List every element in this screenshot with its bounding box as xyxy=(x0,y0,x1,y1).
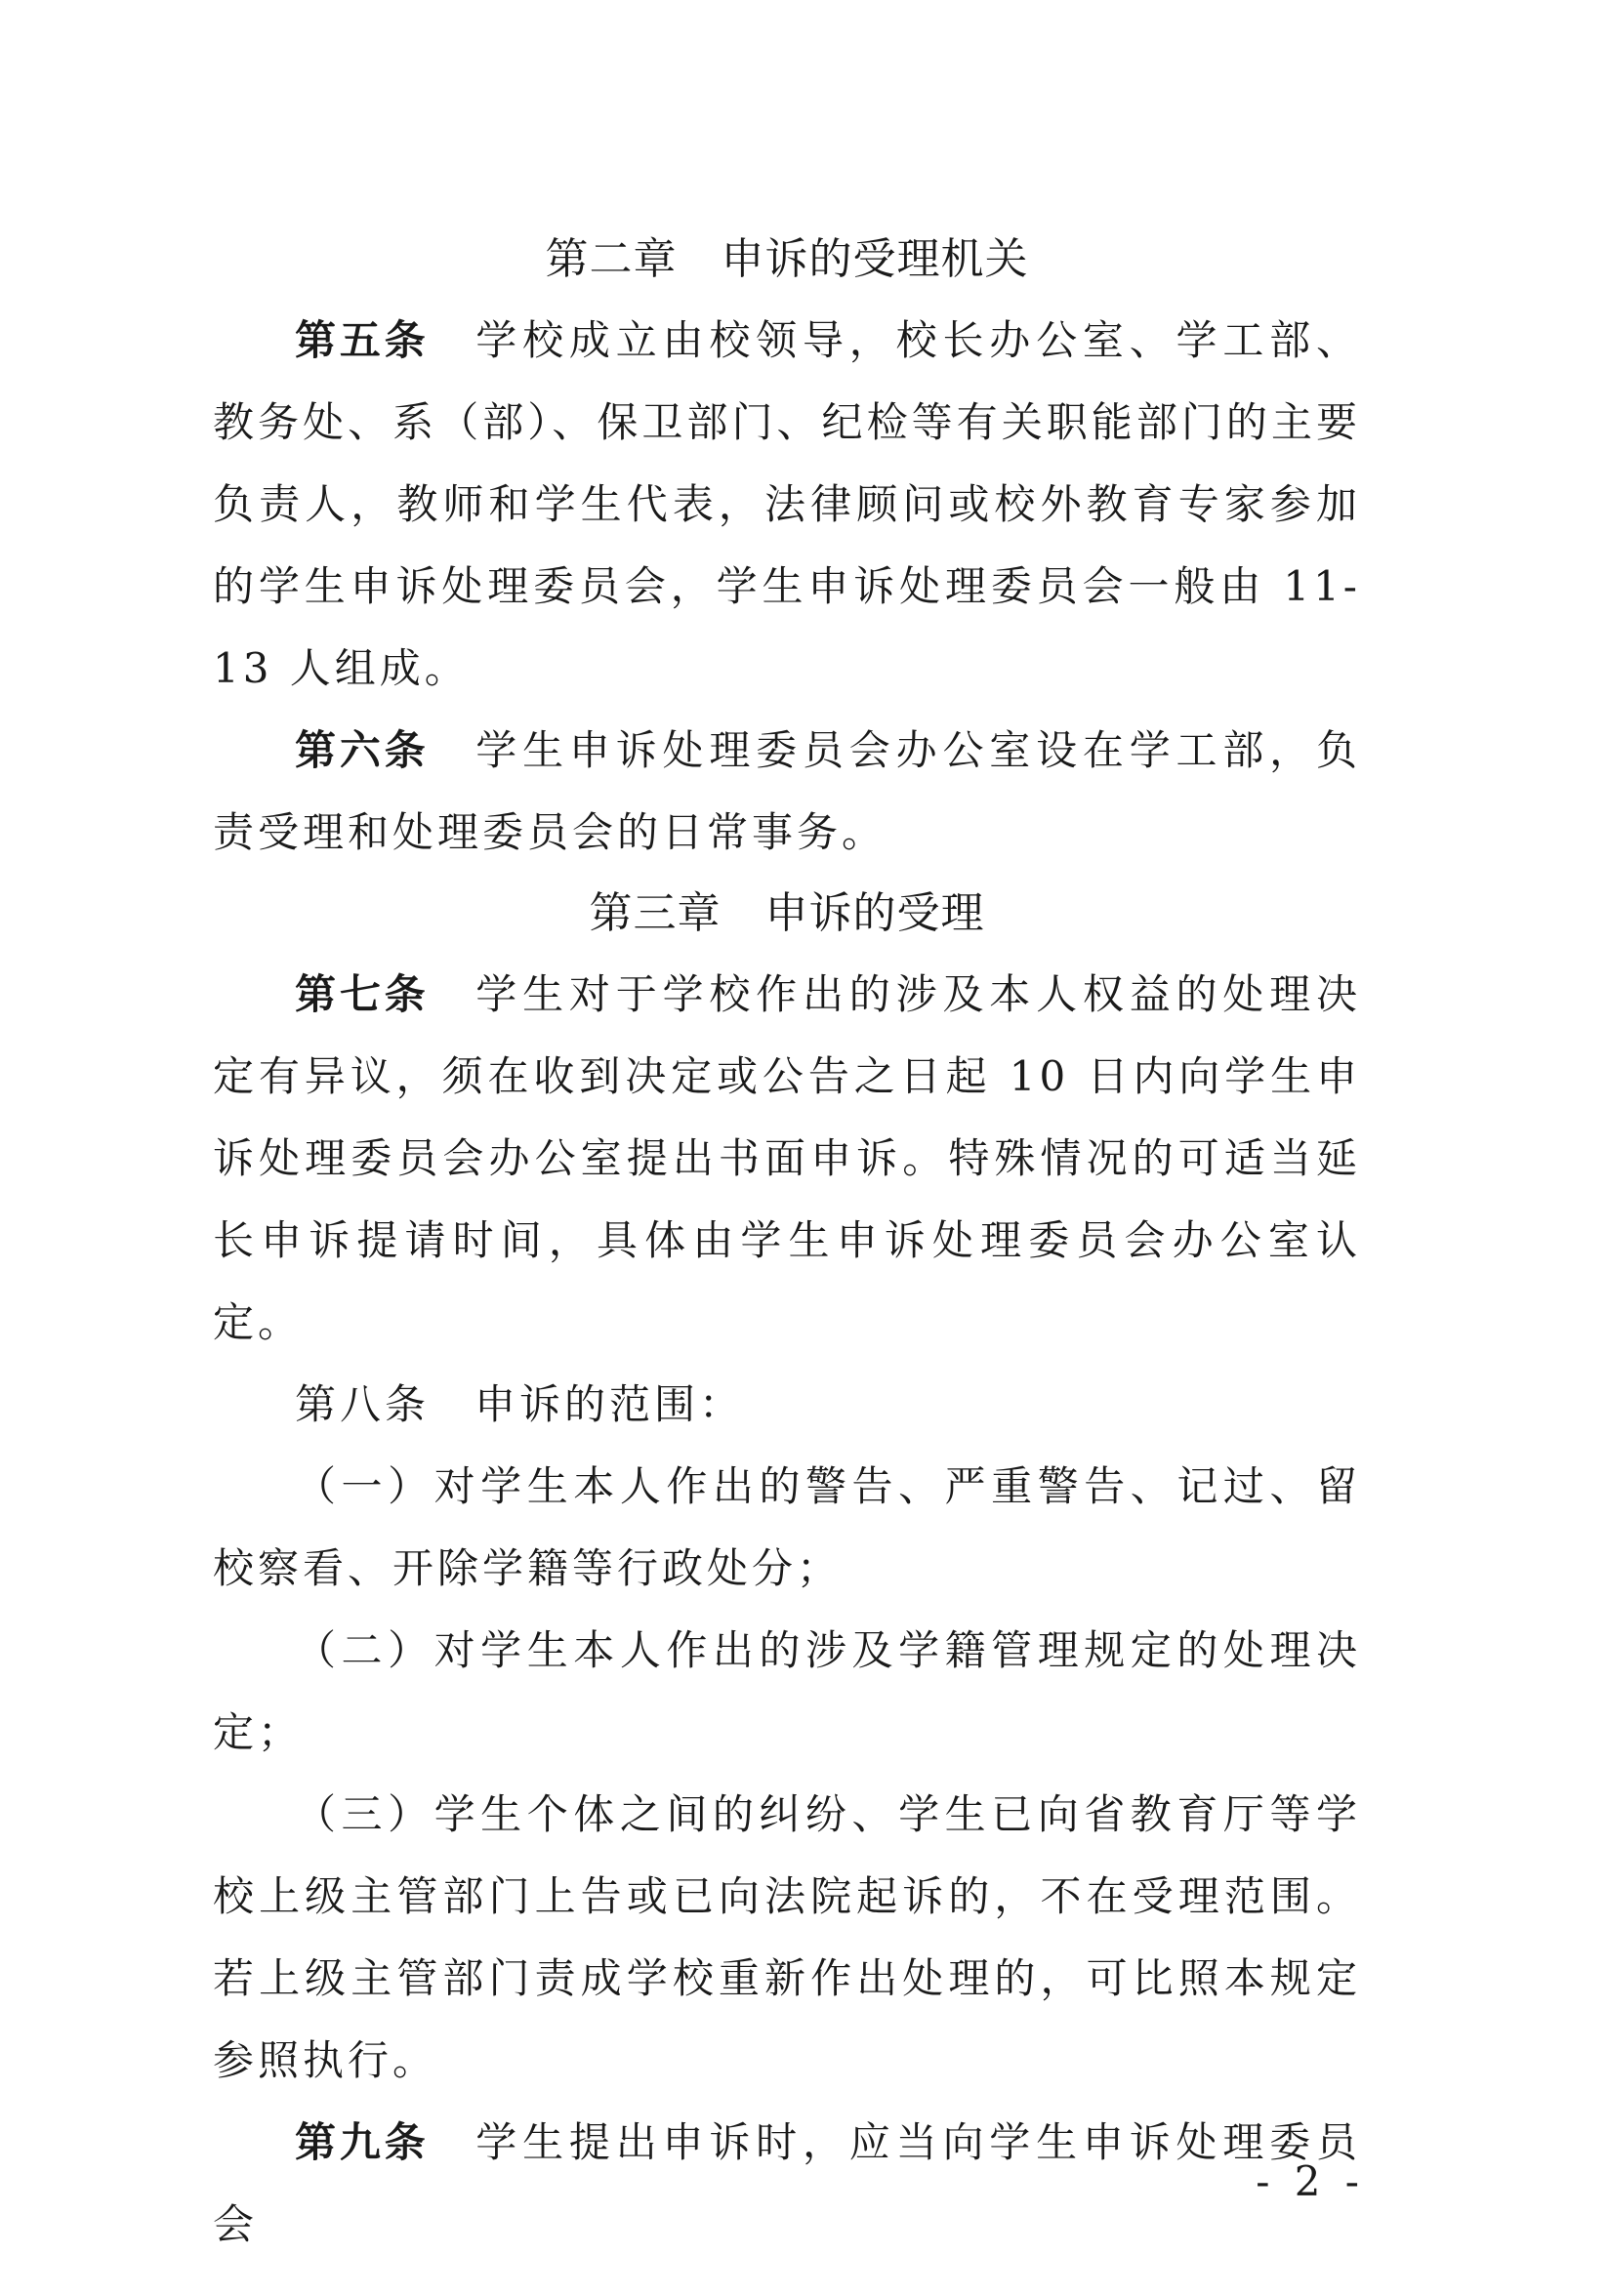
article-5-text: 学校成立由校领导，校长办公室、学工部、教务处、系（部）、保卫部门、纪检等有关职能部门的主要负责人，教师和学生代表，法律顾问或校外教育专家参加的学生申诉处理委员会，学生申诉处理委员会一般由 11-13 人组成。 xyxy=(213,316,1361,692)
article-9-label: 第九条 xyxy=(295,2118,430,2166)
article-8-text: 申诉的范围： xyxy=(430,1380,745,1428)
article-8-item-1: （一）对学生本人作出的警告、严重警告、记过、留校察看、开除学籍等行政处分； xyxy=(213,1462,1361,1592)
article-7 xyxy=(213,954,1361,1364)
article-6 xyxy=(213,710,1361,874)
chapter-2-heading: 第二章 申诉的受理机关 xyxy=(545,234,1029,284)
article-8-label: 第八条 xyxy=(295,1380,431,1428)
article-7-label: 第七条 xyxy=(295,970,430,1018)
document-body xyxy=(213,220,1361,2266)
chapter-3-heading: 第三章 申诉的受理 xyxy=(589,888,985,938)
article-5-label: 第五条 xyxy=(295,316,430,364)
article-5 xyxy=(213,300,1361,710)
article-9-text: 学生提出申诉时，应当向学生申诉处理委员会 xyxy=(213,2118,1361,2248)
article-8 xyxy=(213,1364,1361,1446)
article-6-label: 第六条 xyxy=(295,726,430,774)
article-7-text: 学生对于学校作出的涉及本人权益的处理决定有异议，须在收到决定或公告之日起 10 日内向学生申诉处理委员会办公室提出书面申诉。特殊情况的可适当延长申诉提请时间，具体由学生申诉处理委员会办公室认定。 xyxy=(213,970,1361,1346)
article-9 xyxy=(213,2102,1361,2266)
article-8-item-2: （二）对学生本人作出的涉及学籍管理规定的处理决定； xyxy=(213,1626,1361,1756)
page-number: - 2 - xyxy=(1256,2157,1365,2205)
article-8-item-3: （三）学生个体之间的纠纷、学生已向省教育厅等学校上级主管部门上告或已向法院起诉的，不在受理范围。若上级主管部门责成学校重新作出处理的，可比照本规定参照执行。 xyxy=(213,1790,1361,2084)
article-6-text: 学生申诉处理委员会办公室设在学工部，负责受理和处理委员会的日常事务。 xyxy=(213,726,1361,856)
